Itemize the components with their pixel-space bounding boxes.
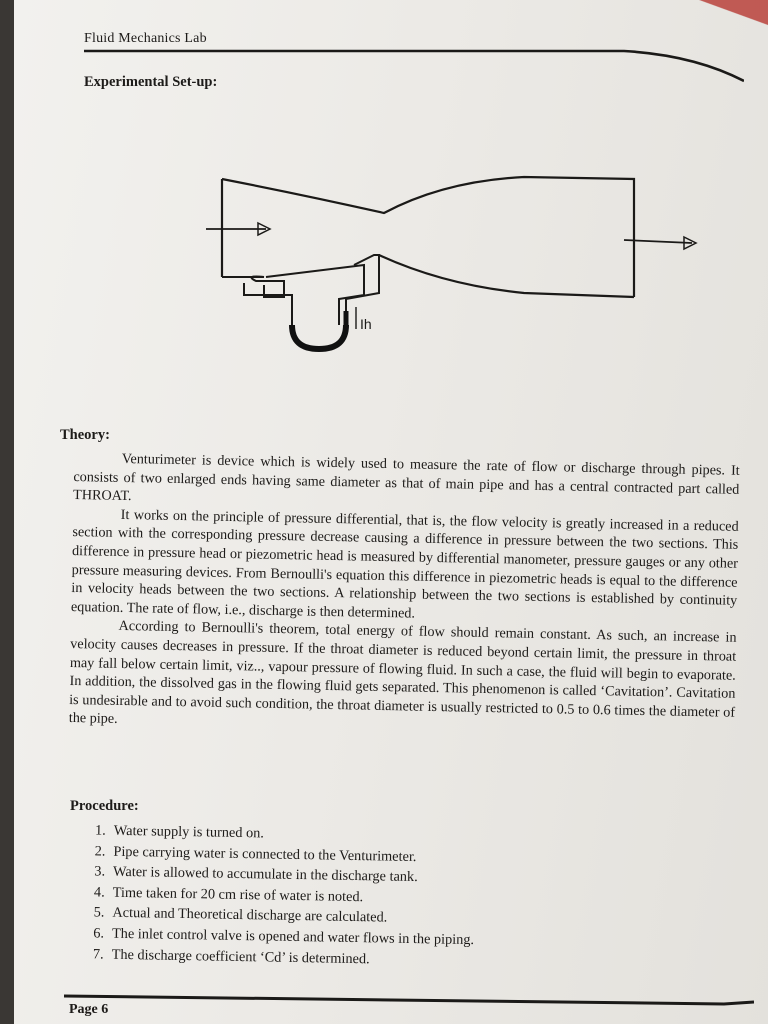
page-number: Page 6 xyxy=(69,1002,109,1017)
manometer-u-bottom xyxy=(292,325,346,349)
venturimeter-diagram xyxy=(184,165,704,365)
manometer-left-limb xyxy=(222,277,284,298)
procedure-heading: Procedure: xyxy=(70,798,139,814)
list-item: 6. The inlet control valve is opened and water flows in the piping. xyxy=(93,925,475,949)
procedure-list xyxy=(67,820,729,976)
theory-paragraph: It works on the principle of pressure differential, that is, the flow velocity is greatly increased in a reduced section with the corresponding pressure decrease causing a difference in pressure between the two sections. This difference in pressure head or piezometric head is measured by differential manometer, pressure gauges or any other pressure measuring devices. From Bernoulli's equation this difference in piezometric heads is equal to the difference in velocity heads between the two sections. A relationship between the two sections is established by continuity equation. The rate of flow, i.e., discharge is then determined. xyxy=(70,506,739,622)
setup-heading: Experimental Set-up: xyxy=(84,74,218,90)
venturi-upper-wall xyxy=(222,177,634,297)
theory-body xyxy=(69,449,740,741)
list-item: 4. Time taken for 20 cm rise of water is noted. xyxy=(93,884,364,905)
list-item: 2. Pipe carrying water is connected to the Venturimeter. xyxy=(94,843,417,865)
theory-heading: Theory: xyxy=(60,427,110,443)
list-item: 1. Water supply is turned on. xyxy=(94,822,265,842)
theory-paragraph: Venturimeter is device which is widely used to measure the rate of flow or discharge through pipes. It consists of two enlarged ends having same diameter as that of main pipe and has a central contracted part called THROAT. xyxy=(72,450,740,505)
diagram-h-label: Ih xyxy=(360,316,372,332)
venturi-lower-wall xyxy=(379,255,634,297)
list-item: 3. Water is allowed to accumulate in the discharge tank. xyxy=(94,863,418,886)
list-item: 5. Actual and Theoretical discharge are calculated. xyxy=(93,904,388,926)
document-page xyxy=(14,0,768,1024)
footer-rule xyxy=(64,988,754,1008)
header-title: Fluid Mechanics Lab xyxy=(84,31,207,46)
list-item: 7. The discharge coefficient ‘Cd’ is determined. xyxy=(92,945,370,967)
theory-paragraph: According to Bernoulli's theorem, total energy of flow should remain constant. As such, an increase in velocity causes decreases in pressure. If the throat diameter is reduced beyond certain limit, the pressure in throat may fall below certain limit, viz.., vapour pressure of flowing fluid. In such a case, the fluid will begin to evaporate. In addition, the dissolved gas in the flowing fluid gets separated. This phenomenon is called ‘Cavitation’. Cavitation is undesirable and to avoid such condition, the throat diameter is usually restricted to 0.5 to 0.6 times the diameter of the pipe. xyxy=(68,618,737,728)
